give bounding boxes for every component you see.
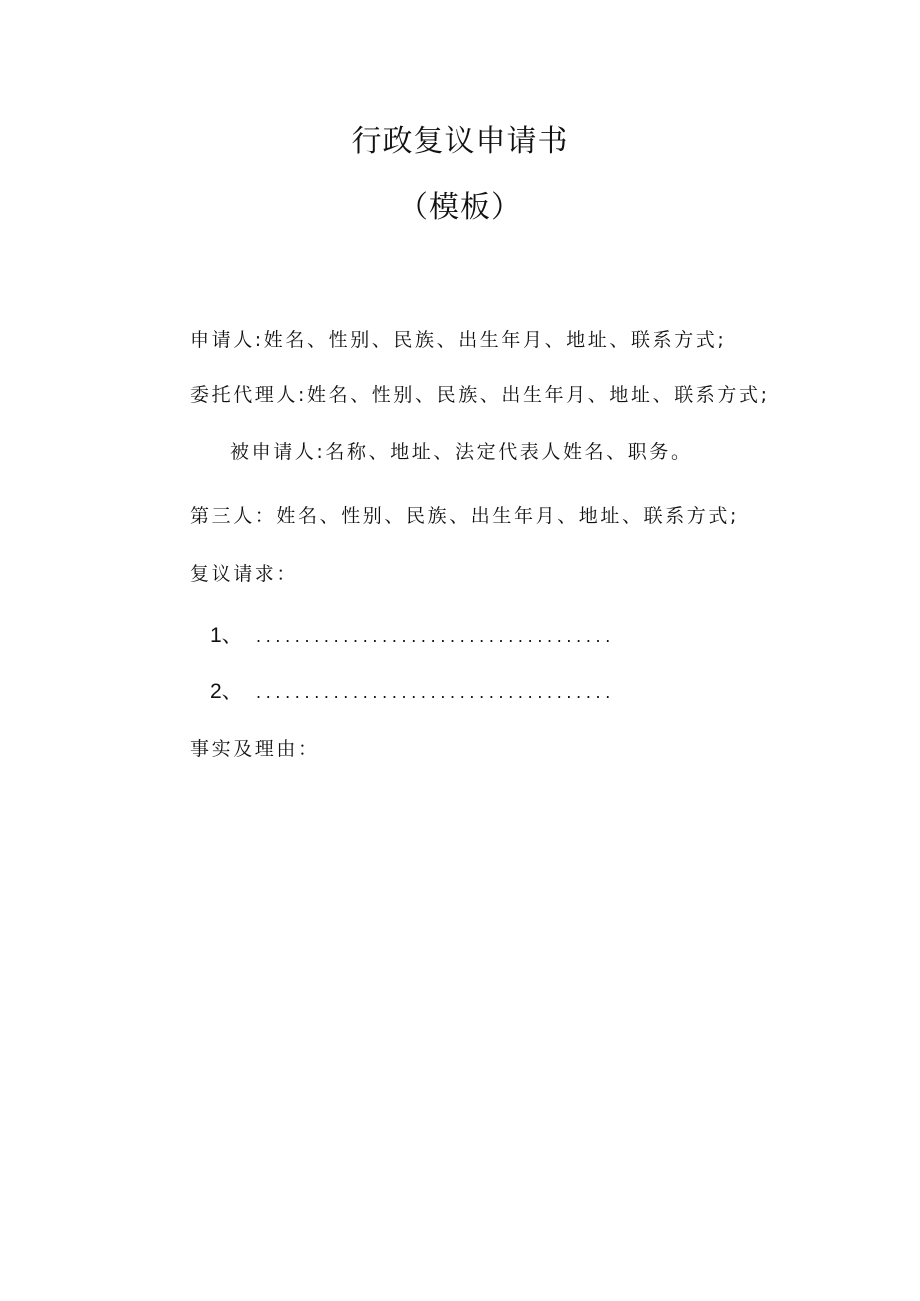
respondent-line: 被申请人:名称、地址、法定代表人姓名、职务。 xyxy=(230,441,693,463)
agent-line: 委托代理人:姓名、性别、民族、出生年月、地址、联系方式; xyxy=(190,384,770,406)
request-item-placeholder: ..................................... xyxy=(256,626,615,646)
request-item xyxy=(210,621,615,650)
request-item-number: 1、 xyxy=(210,624,243,647)
document-title: 行政复议申请书 xyxy=(351,124,569,159)
facts-heading: 事实及理由： xyxy=(190,738,320,760)
request-heading: 复议请求： xyxy=(190,563,299,585)
request-item xyxy=(210,677,615,706)
third-party-line: 第三人：姓名、性别、民族、出生年月、地址、联系方式; xyxy=(190,505,740,527)
document-subtitle: （模板） xyxy=(398,190,522,225)
request-item-number: 2、 xyxy=(210,680,243,703)
request-item-placeholder: ..................................... xyxy=(256,682,615,702)
applicant-line: 申请人:姓名、性别、民族、出生年月、地址、联系方式; xyxy=(190,329,727,351)
